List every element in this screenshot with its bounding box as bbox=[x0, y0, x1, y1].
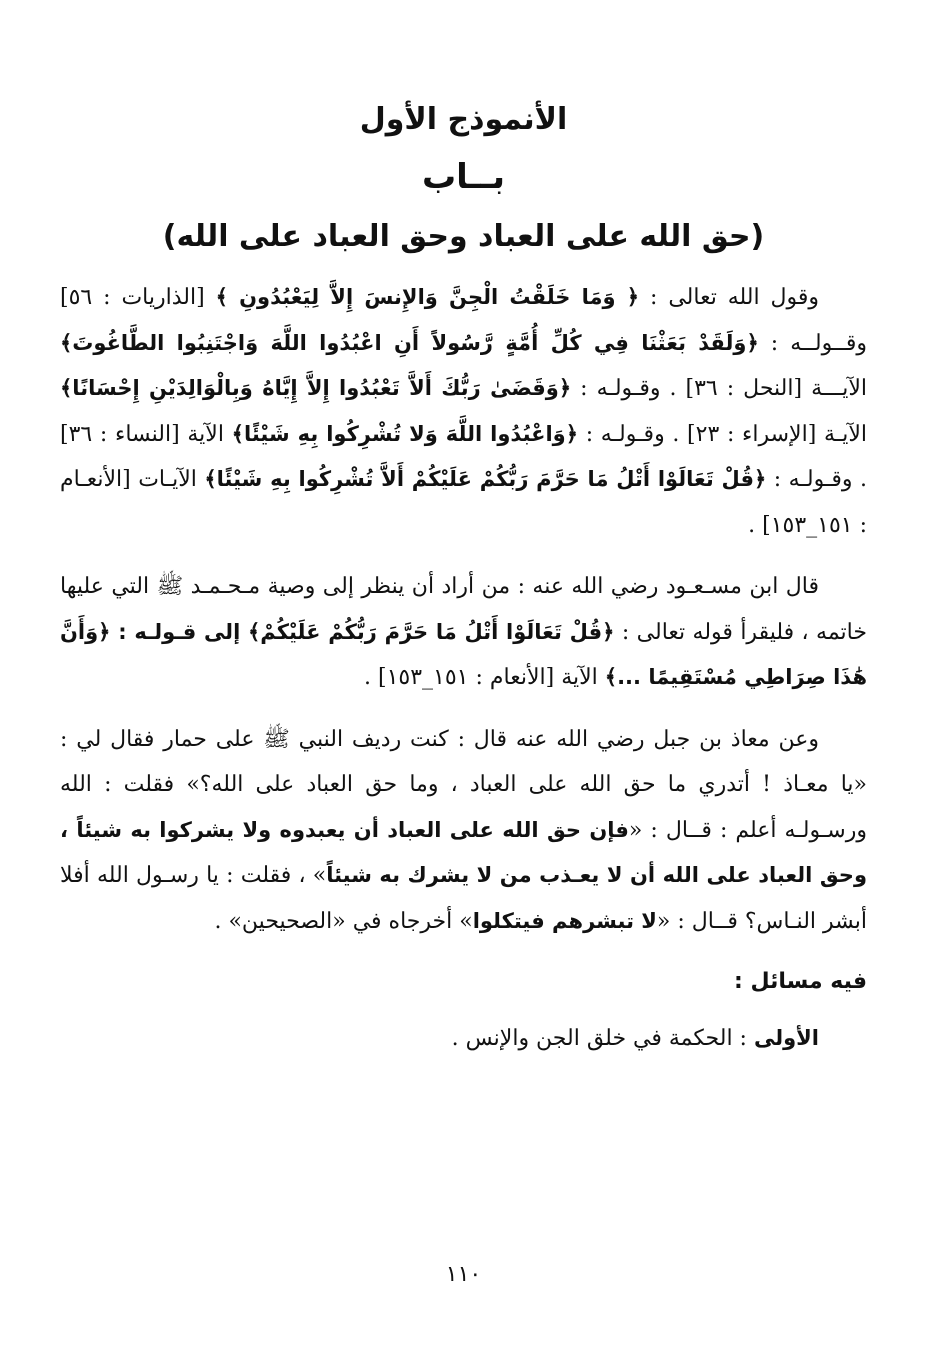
issue-text: : الحكمة في خلق الجن والإنس . bbox=[451, 1026, 754, 1051]
text-span: » ، فقلت : يا رسـول الله أفلا أبشر النـاس؟ قــال : « bbox=[60, 863, 867, 934]
text-span: قال ابن مسـعـود رضي الله عنه : من أراد أن ينظر إلى وصية مـحـمـد ﷺ التي عليها خاتمه ، فليقرأ قوله تعالى : bbox=[60, 574, 867, 645]
text-span: وقول الله تعالى : bbox=[639, 285, 820, 310]
quran-verse: ﴿ وَمَا خَلَقْتُ الْجِنَّ وَالإِنسَ إِلاَّ لِيَعْبُدُونِ ﴾ bbox=[215, 285, 640, 309]
quran-verse: ﴿قُلْ تَعَالَوْا أَتْلُ مَا حَرَّمَ رَبُّكُمْ عَلَيْكُمْ﴾ bbox=[248, 619, 615, 644]
page-number: ١١٠ bbox=[445, 1262, 482, 1287]
chapter-label: بــاب bbox=[422, 157, 505, 197]
hadith-text: لا تبشرهم فيتكلوا bbox=[472, 908, 657, 933]
bold-text: إلى قـولـه : bbox=[110, 619, 248, 644]
quran-verse: ﴿قُلْ تَعَالَوْا أَتْلُ مَا حَرَّمَ رَبُّكُمْ عَلَيْكُمْ أَلاَّ تُشْرِكُوا بِهِ شَيْئًا﴾ bbox=[204, 467, 767, 491]
issue-label: الأولى bbox=[753, 1026, 819, 1050]
text-span: الآيـــة [النحل : ٣٦] . وقـولـه : bbox=[571, 376, 867, 401]
chapter-subtitle: (حق الله على العباد وحق العباد على الله) bbox=[162, 219, 765, 254]
paragraph-verses bbox=[60, 275, 867, 548]
paragraph-muadh-hadith bbox=[60, 717, 867, 945]
text-span: [الذاريات : ٥٦] وقــولــه : bbox=[60, 285, 867, 356]
section-title: الأنموذج الأول bbox=[359, 102, 568, 137]
paragraph-ibn-masud bbox=[60, 564, 867, 701]
text-span: الآية [النساء : ٣٦] . وقـولـه : bbox=[60, 421, 867, 492]
quran-verse: ﴿وَلَقَدْ بَعَثْنَا فِي كُلِّ أُمَّةٍ رَّسُولاً أَنِ اعْبُدُوا اللَّهَ وَاجْتَنِبُوا الطَّاغُوتَ﴾ bbox=[60, 330, 759, 355]
text-span: الآية [الأنعام : ١٥١_١٥٣] . bbox=[364, 665, 605, 690]
quran-verse: ﴿وَاعْبُدُوا اللَّهَ وَلا تُشْرِكُوا بِهِ شَيْئًا﴾ bbox=[231, 421, 579, 446]
text-span: الآيـة [الإسراء : ٢٣] . وقـولـه : bbox=[578, 421, 867, 447]
text-span: » أخرجاه في «الصحيحين» . bbox=[214, 908, 473, 934]
quran-verse: ﴿وَأَنَّ هَٰذَا صِرَاطِي مُسْتَقِيمًا ...﴾ bbox=[60, 619, 867, 689]
issues-heading: فيه مسائل : bbox=[733, 969, 867, 994]
hadith-text: فإن حق الله على العباد أن يعبدوه ولا يشركوا به شيئاً ، وحق العباد على الله أن لا يعـذب من لا يشرك به شيئاً bbox=[60, 817, 867, 887]
quran-verse: ﴿وَقَضَىٰ رَبُّكَ أَلاَّ تَعْبُدُوا إِلاَّ إِيَّاهُ وَبِالْوَالِدَيْنِ إِحْسَانًا﴾ bbox=[60, 376, 572, 400]
book-page bbox=[60, 95, 867, 1325]
text-span: الآيـات [الأنعـام : ١٥١_١٥٣] . bbox=[60, 467, 867, 538]
text-span: وعن معاذ بن جبل رضي الله عنه قال : كنت رديف النبي ﷺ على حمار فقال لي : «يا معـاذ ! أتدري ما حق الله على العباد ، وما حق العباد على الله؟» فقلت : الله ورسـولـه أعلم : قــال : « bbox=[60, 726, 867, 843]
issue-item bbox=[60, 1016, 867, 1061]
